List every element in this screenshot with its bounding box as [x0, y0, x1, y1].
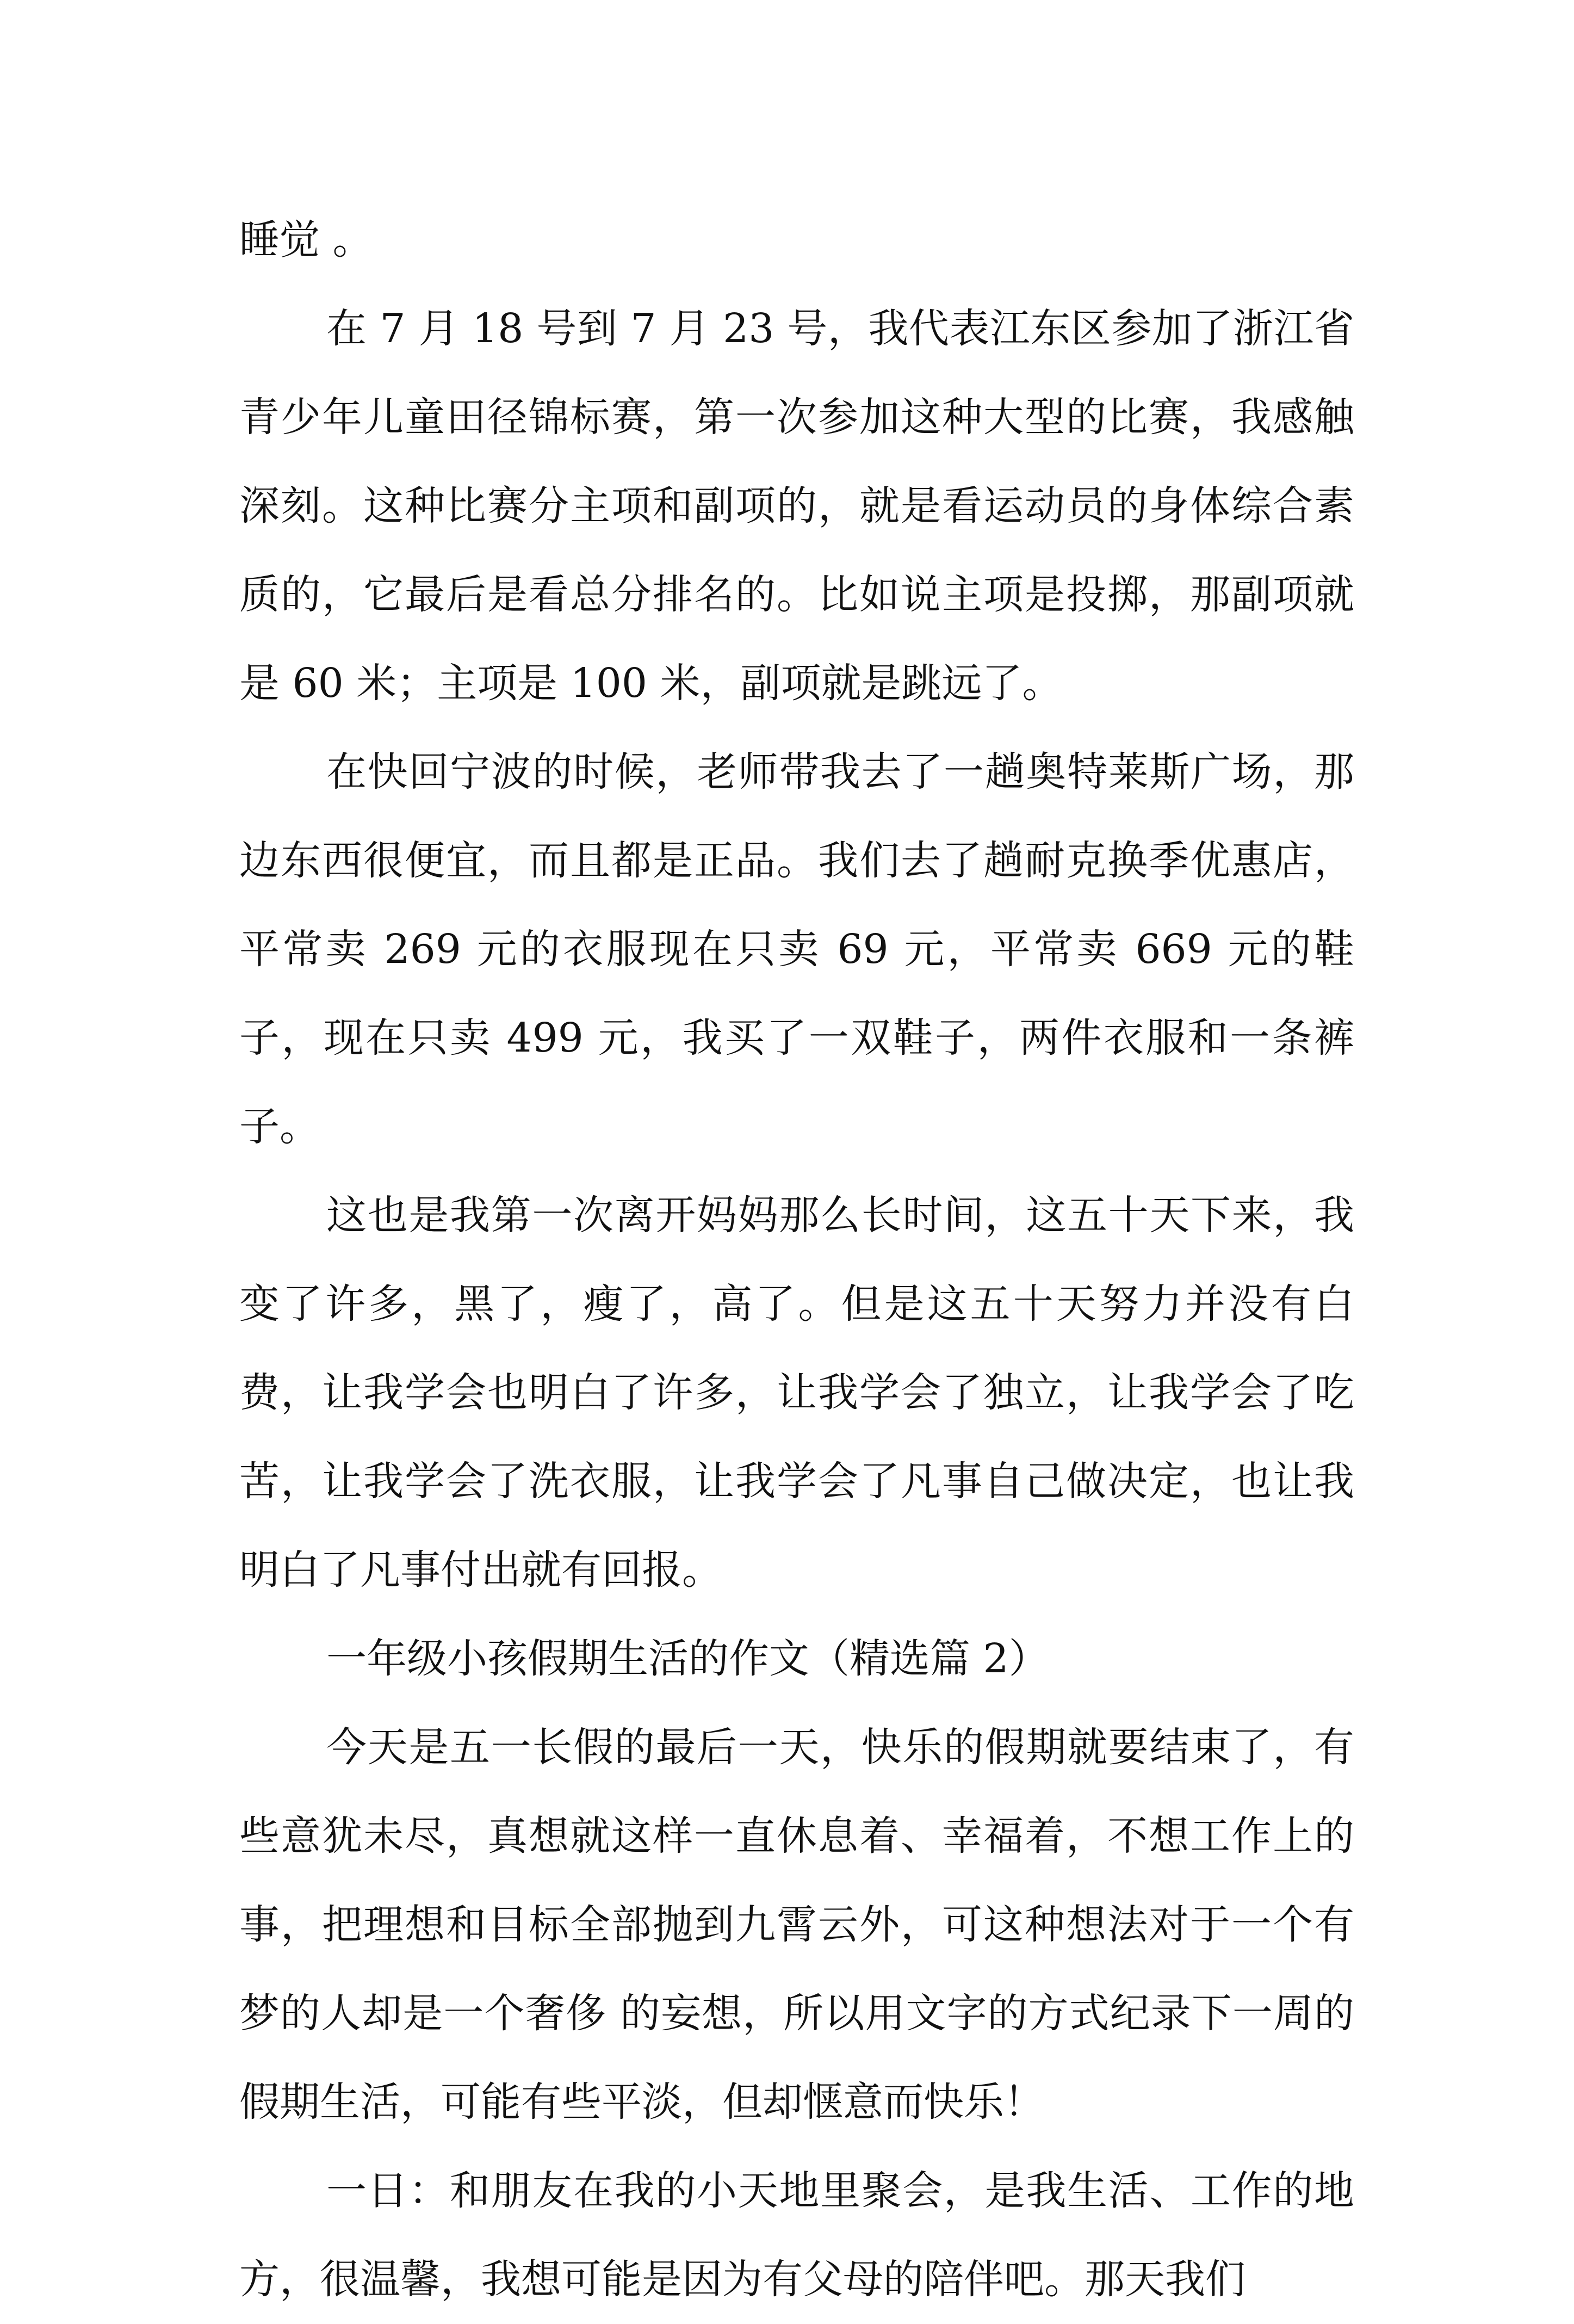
paragraph-outlet-shopping: 在快回宁波的时候，老师带我去了一趟奥特莱斯广场，那边东西很便宜，而且都是正品。我们去了趟耐克换季优惠店，平常卖 269 元的衣服现在只卖 69 元，平常卖 669 元的鞋子，现在只卖 499 元，我买了一双鞋子，两件衣服和一条裤子。 [239, 749, 1354, 1150]
paragraph-competition: 在 7 月 18 号到 7 月 23 号，我代表江东区参加了浙江省青少年儿童田径锦标赛，第一次参加这种大型的比赛，我感触深刻。这种比赛分主项和副项的，就是看运动员的身体综合素质的，它最后是看总分排名的。比如说主项是投掷，那副项就是 60 米；主项是 100 米，副项就是跳远了。 [239, 305, 1354, 707]
document-body [239, 196, 1354, 2324]
paragraph-continuation: 睡觉 。 [239, 217, 373, 263]
section-heading: 一年级小孩假期生活的作文（精选篇 2） [326, 1635, 1049, 1682]
paragraph-holiday-intro: 今天是五一长假的最后一天，快乐的假期就要结束了，有些意犹未尽，真想就这样一直休息着、幸福着，不想工作上的事，把理想和目标全部抛到九霄云外，可这种想法对于一个有梦的人却是一个奢侈 的妄想，所以用文字的方式纪录下一周的假期生活，可能有些平淡，但却惬意而快乐！ [239, 1724, 1354, 2125]
paragraph-day-one: 一日：和朋友在我的小天地里聚会，是我生活、工作的地方，很温馨，我想可能是因为有父母的陪伴吧。那天我们 [239, 2167, 1354, 2303]
paragraph-reflection: 这也是我第一次离开妈妈那么长时间，这五十天下来，我变了许多，黑了，瘦了，高了。但是这五十天努力并没有白费，让我学会也明白了许多，让我学会了独立，让我学会了吃苦，让我学会了洗衣服，让我学会了凡事自己做决定，也让我明白了凡事付出就有回报。 [239, 1192, 1354, 1593]
